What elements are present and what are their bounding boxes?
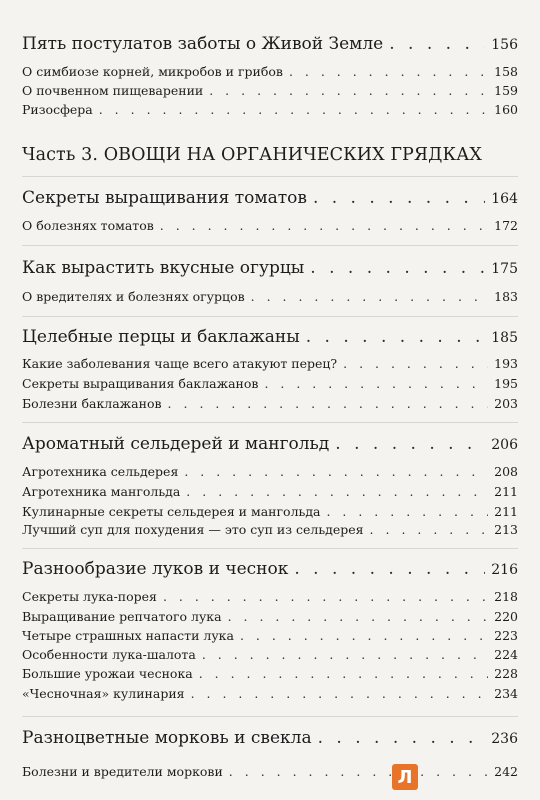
toc-subentry-row — [22, 289, 518, 304]
toc-subentry-row — [22, 647, 518, 662]
toc-subentry-title: Болезни баклажанов — [22, 396, 162, 411]
toc-page-number: 160 — [494, 102, 518, 117]
leader-dots — [318, 728, 486, 748]
leader-dots — [184, 464, 488, 479]
leader-dots — [389, 34, 485, 54]
leader-dots — [289, 64, 488, 79]
toc-heading-title: Целебные перцы и баклажаны — [22, 327, 300, 347]
toc-page-number: 242 — [494, 764, 518, 779]
leader-dots — [370, 522, 489, 537]
leader-dots — [186, 484, 488, 499]
toc-subentry-row — [22, 764, 518, 779]
toc-subentry-row — [22, 356, 518, 371]
leader-dots — [240, 628, 488, 643]
toc-subentry-row — [22, 522, 518, 537]
leader-dots — [228, 609, 489, 624]
part-title: Часть 3. ОВОЩИ НА ОРГАНИЧЕСКИХ ГРЯДКАХ — [22, 145, 482, 165]
toc-subentry-row — [22, 102, 518, 117]
toc-page-number: 185 — [491, 330, 518, 346]
leader-dots — [202, 647, 488, 662]
toc-heading-row — [22, 327, 518, 347]
toc-subentry-row — [22, 686, 518, 701]
toc-page-number: 156 — [491, 37, 518, 53]
toc-page-number: 211 — [494, 484, 518, 499]
toc-subentry-title: Агротехника сельдерея — [22, 464, 179, 479]
toc-page-number: 216 — [491, 562, 518, 578]
toc-page-number: 234 — [494, 686, 518, 701]
toc-heading-row — [22, 188, 518, 208]
toc-heading-row — [22, 34, 518, 54]
toc-heading-row — [22, 559, 518, 579]
toc-subentry-row — [22, 464, 518, 479]
leader-dots — [343, 356, 488, 371]
toc-page-number: 220 — [494, 609, 518, 624]
leader-dots — [199, 666, 488, 681]
toc-heading-title: Пять постулатов заботы о Живой Земле — [22, 34, 384, 54]
toc-page-number: 203 — [494, 396, 518, 411]
toc-heading-row — [22, 258, 518, 278]
leader-dots — [163, 589, 488, 604]
toc-page-number: 193 — [494, 356, 518, 371]
toc-page-number: 213 — [494, 522, 518, 537]
toc-page-number: 211 — [494, 504, 518, 519]
leader-dots — [99, 102, 488, 117]
toc-heading-title: Секреты выращивания томатов — [22, 188, 307, 208]
divider — [22, 422, 518, 423]
toc-page-number: 183 — [494, 289, 518, 304]
leader-dots — [229, 764, 488, 779]
toc-subentry-row — [22, 376, 518, 391]
toc-subentry-title: Лучший суп для похудения — это суп из сельдерея — [22, 522, 364, 537]
toc-subentry-title: Болезни и вредители моркови — [22, 764, 223, 779]
toc-heading-title: Как вырастить вкусные огурцы — [22, 258, 305, 278]
toc-subentry-row — [22, 666, 518, 681]
toc-page-number: 206 — [491, 437, 518, 453]
toc-subentry-title: Агротехника мангольда — [22, 484, 181, 499]
toc-subentry-row — [22, 589, 518, 604]
toc-subentry-row — [22, 504, 518, 519]
toc-page-number: 175 — [491, 261, 518, 277]
toc-subentry-row — [22, 396, 518, 411]
toc-heading-title: Разноцветные морковь и свекла — [22, 728, 312, 748]
toc-heading-title: Разнообразие луков и чеснок — [22, 559, 289, 579]
toc-subentry-title: Ризосфера — [22, 102, 93, 117]
leader-dots — [313, 188, 485, 208]
toc-page-number: 223 — [494, 628, 518, 643]
toc-subentry-title: Какие заболевания чаще всего атакуют перец? — [22, 356, 338, 371]
toc-page-number: 172 — [494, 218, 518, 233]
leader-dots — [160, 218, 488, 233]
leader-dots — [335, 434, 485, 454]
toc-subentry-row — [22, 83, 518, 98]
leader-dots — [326, 504, 488, 519]
toc-subentry-title: Секреты лука-порея — [22, 589, 157, 604]
toc-subentry-title: О вредителях и болезнях огурцов — [22, 289, 245, 304]
toc-subentry-title: О болезнях томатов — [22, 218, 154, 233]
toc-page-number: 208 — [494, 464, 518, 479]
divider — [22, 176, 518, 177]
toc-subentry-title: «Чесночная» кулинария — [22, 686, 185, 701]
labirint-logo-icon — [392, 764, 418, 790]
toc-page-number: 195 — [494, 376, 518, 391]
leader-dots — [191, 686, 489, 701]
toc-page-number: 158 — [494, 64, 518, 79]
toc-heading-row — [22, 728, 518, 748]
toc-subentry-row — [22, 484, 518, 499]
toc-subentry-title: Большие урожаи чеснока — [22, 666, 193, 681]
toc-subentry-title: О почвенном пищеварении — [22, 83, 204, 98]
toc-subentry-title: Четыре страшных напасти лука — [22, 628, 234, 643]
toc-subentry-row — [22, 628, 518, 643]
toc-page-number: 159 — [494, 83, 518, 98]
leader-dots — [264, 376, 488, 391]
toc-heading-title: Ароматный сельдерей и мангольд — [22, 434, 330, 454]
toc-subentry-row — [22, 64, 518, 79]
leader-dots — [294, 559, 485, 579]
leader-dots — [306, 327, 486, 347]
leader-dots — [310, 258, 485, 278]
toc-page-number: 218 — [494, 589, 518, 604]
leader-dots — [251, 289, 489, 304]
toc-subentry-row — [22, 218, 518, 233]
toc-page-number: 224 — [494, 647, 518, 662]
toc-subentry-row — [22, 609, 518, 624]
toc-page-number: 228 — [494, 666, 518, 681]
leader-dots — [209, 83, 488, 98]
divider — [22, 716, 518, 717]
toc-subentry-title: Особенности лука-шалота — [22, 647, 196, 662]
leader-dots — [168, 396, 489, 411]
toc-page-number: 236 — [491, 731, 518, 747]
divider — [22, 548, 518, 549]
toc-subentry-title: О симбиозе корней, микробов и грибов — [22, 64, 283, 79]
toc-page-number: 164 — [491, 191, 518, 207]
toc-subentry-title: Секреты выращивания баклажанов — [22, 376, 259, 391]
divider — [22, 245, 518, 246]
divider — [22, 316, 518, 317]
toc-subentry-title: Кулинарные секреты сельдерея и мангольда — [22, 504, 321, 519]
toc-heading-row — [22, 434, 518, 454]
toc-subentry-title: Выращивание репчатого лука — [22, 609, 222, 624]
logo-glyph: Л — [397, 766, 413, 788]
